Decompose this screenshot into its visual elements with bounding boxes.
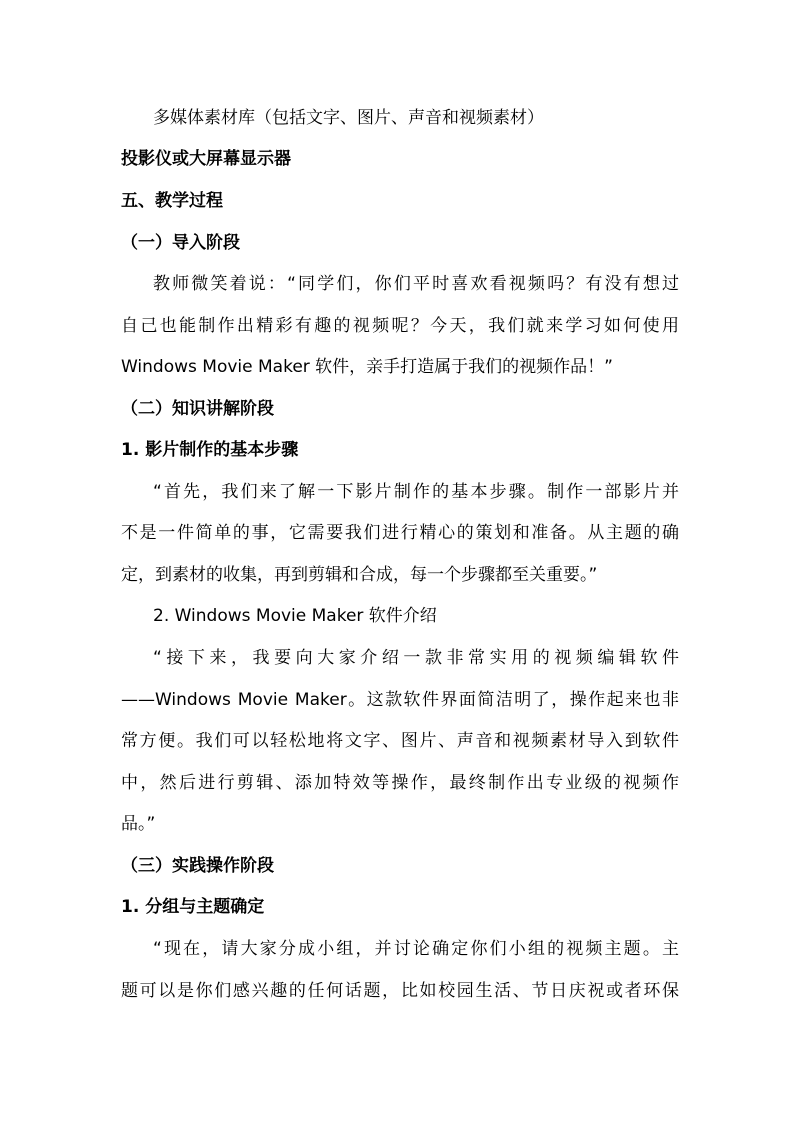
- intro-paragraph-line: 教师微笑着说：“同学们，你们平时喜欢看视频吗？有没有想过: [153, 274, 679, 294]
- subsection-title-grouping: 1. 分组与主题确定: [121, 897, 265, 917]
- software-paragraph-line: ——Windows Movie Maker。这款软件界面简洁明了，操作起来也非: [121, 690, 679, 710]
- group-paragraph-line: “现在，请大家分成小组，并讨论确定你们小组的视频主题。主: [153, 939, 679, 959]
- subsection-title-software-intro: 2. Windows Movie Maker 软件介绍: [153, 606, 437, 626]
- software-paragraph-line: 品。”: [121, 814, 156, 834]
- group-paragraph-line: 题可以是你们感兴趣的任何话题，比如校园生活、节日庆祝或者环保: [121, 981, 679, 1001]
- intro-paragraph-line: 自己也能制作出精彩有趣的视频呢？今天，我们就来学习如何使用: [121, 316, 679, 336]
- intro-paragraph-line: Windows Movie Maker 软件，亲手打造属于我们的视频作品！”: [121, 357, 613, 377]
- materials-item: 多媒体素材库（包括文字、图片、声音和视频素材）: [153, 108, 544, 128]
- steps-paragraph-line: 定，到素材的收集，再到剪辑和合成，每一个步骤都至关重要。”: [121, 565, 598, 585]
- projector-item: 投影仪或大屏幕显示器: [121, 149, 291, 169]
- steps-paragraph-line: 不是一件简单的事，它需要我们进行精心的策划和准备。从主题的确: [121, 523, 679, 543]
- software-paragraph-line: 中，然后进行剪辑、添加特效等操作，最终制作出专业级的视频作: [121, 773, 679, 793]
- software-paragraph-line: “接下来，我要向大家介绍一款非常实用的视频编辑软件: [153, 648, 679, 668]
- section-title-teaching-process: 五、教学过程: [121, 191, 223, 211]
- stage-title-practice: （三）实践操作阶段: [121, 856, 274, 876]
- steps-paragraph-line: “首先，我们来了解一下影片制作的基本步骤。制作一部影片并: [153, 482, 679, 502]
- software-paragraph-line: 常方便。我们可以轻松地将文字、图片、声音和视频素材导入到软件: [121, 731, 679, 751]
- stage-title-intro: （一）导入阶段: [121, 233, 240, 253]
- subsection-title-basic-steps: 1. 影片制作的基本步骤: [121, 440, 299, 460]
- stage-title-knowledge: （二）知识讲解阶段: [121, 399, 274, 419]
